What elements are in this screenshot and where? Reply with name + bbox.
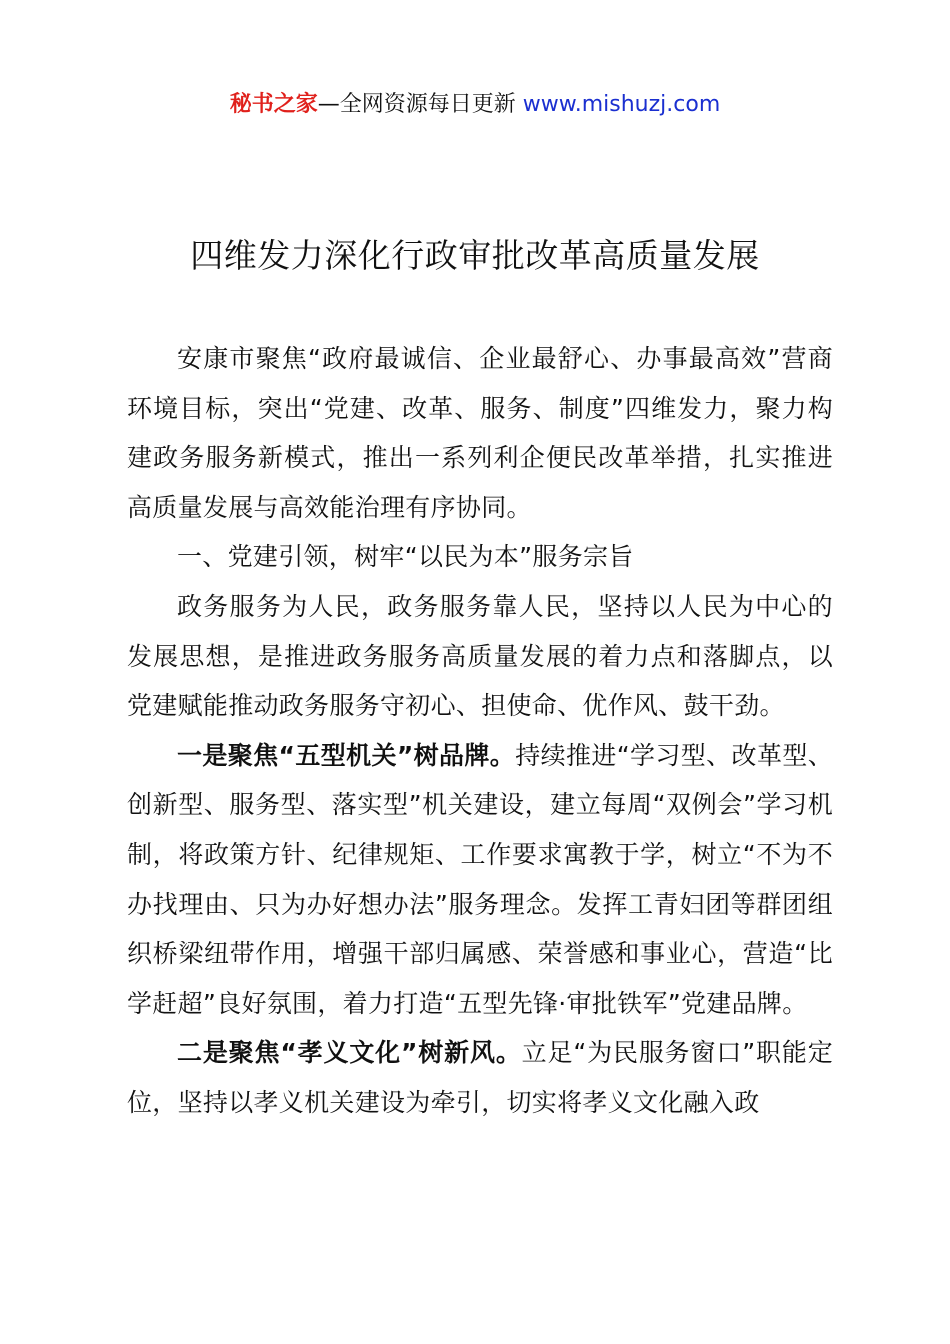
paragraph-text: 立足“为民服务窗口”职能定位，坚持以孝义机关建设为牵引，切实将孝义文化融入政 — [127, 1038, 833, 1117]
paragraph-lead: 二是聚焦“孝义文化”树新风。 — [177, 1038, 522, 1068]
paragraph-intro — [127, 334, 833, 532]
paragraph-point-one — [127, 731, 833, 1029]
site-url-link[interactable]: www.mishuzj.com — [515, 92, 721, 117]
paragraph-point-two — [127, 1028, 833, 1127]
paragraph-section-intro — [127, 582, 833, 731]
paragraph-text: 一、党建引领，树牢“以民为本”服务宗旨 — [177, 542, 634, 572]
paragraph-lead: 一是聚焦“五型机关”树品牌。 — [177, 740, 516, 770]
section-heading — [127, 532, 833, 582]
document-title: 四维发力深化行政审批改革高质量发展 — [190, 236, 760, 275]
paragraph-text: 政务服务为人民，政务服务靠人民，坚持以人民为中心的发展思想，是推进政务服务高质量发展的着力点和落脚点，以党建赋能推动政务服务守初心、担使命、优作风、鼓干劲。 — [127, 591, 833, 721]
paragraph-text: 持续推进“学习型、改革型、创新型、服务型、落实型”机关建设，建立每周“双例会”学习机制，将政策方针、纪律规矩、工作要求寓教于学，树立“不为不办找理由、只为办好想办法”服务理念。发挥工青妇团等群团组织桥梁纽带作用，增强干部归属感、荣誉感和事业心，营造“比学赶超”良好氛围，着力打造“五型先锋·审批铁军”党建品牌。 — [127, 740, 833, 1018]
header-slogan: —全网资源每日更新 — [317, 92, 516, 117]
site-header — [0, 88, 950, 122]
document-body — [127, 334, 833, 1128]
brand-name: 秘书之家 — [229, 92, 318, 117]
paragraph-text: 安康市聚焦“政府最诚信、企业最舒心、办事最高效”营商环境目标，突出“党建、改革、服务、制度”四维发力，聚力构建政务服务新模式，推出一系列利企便民改革举措，扎实推进高质量发展与高效能治理有序协同。 — [127, 344, 833, 522]
